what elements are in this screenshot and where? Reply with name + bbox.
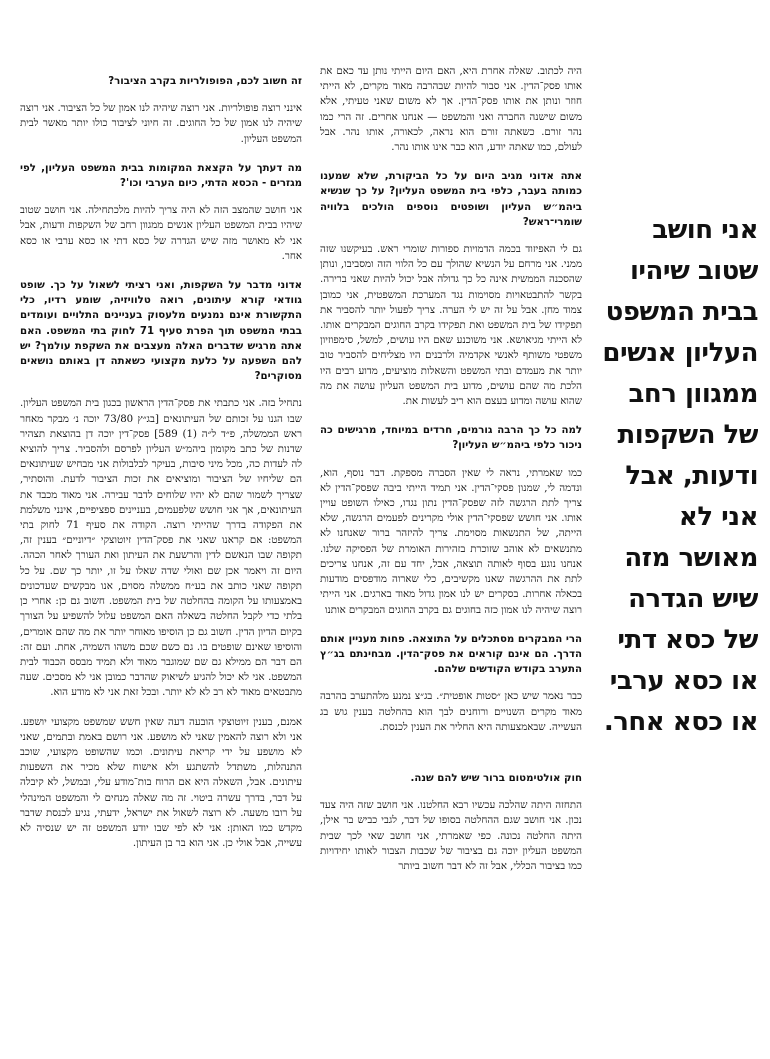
left-column	[20, 74, 302, 1059]
body-paragraph: אינני רוצה פופולריות. אני רוצה שיהיה לנו אמון של כל הציבור. אני רוצה שיהיה לנו אמון של כל החוגים. זה חיוני לציבור כולו יותר מאשר לבית המשפט העליון.	[20, 103, 302, 145]
interview-question: אתה אדוני מגיב היום על כל הביקורת, שלא שמענו כמותה בעבר, כלפי בית המשפט העליון? על כך שנשיא ביהמ״ש העליון ושופטים נוספים הולכים בלוויה שומרי־ראש?	[320, 171, 582, 228]
body-paragraph: אני חושב שהמצב הזה לא היה צריך להיות מלכתחילה. אני חושב שטוב שיהיו בבית המשפט העליון אנשים ממגוון רחב של השקפות ודעות, אבל אני לא מאושר מזה שיש הגדרה של כסא דתי או כסא ערבי או כסא אחר.	[20, 205, 302, 262]
middle-column	[320, 64, 582, 1059]
interview-question: הרי המבקרים מסתכלים על התוצאה. פחות מעניין אותם הדרך. הם אינם קוראים את פסק־הדין. מבחינתם בג״ץ התערב בקודש הקודשים שלהם.	[320, 633, 582, 676]
interview-question: אדוני מדבר על השקפות, ואני רציתי לשאול על כך. שופט גוודאי קורא עיתונים, רואה טלוויזיה, שומע רדיו, כלי התקשורת אינם נמנעים מלעסוק בעניינים התלויים ועומדים בבתי המשפט תוך הפרת סעיף 71 לחוק בתי המשפט. האם אתה מרגיש שדברים האלה מעצבים את השקפת עולמך? יש להם השפעה על כלעת מקצועי כשאתה דן באותם נושאים מסוקרים?	[20, 280, 302, 383]
body-paragraph: נתחיל בזה. אני כתבתי את פסק־הדין הראשון בכגון בית המשפט העליון. שבו הגנו על זכותם של העיתונאים [בג״ץ 73/80 יוכה נ׳ מבקר מאחר ראש הממשלה, פ״ד ל״ה (1) 589] פסק־דין יוכה דן בהוצאת תצהיר שדנות של כתב מקומון ביהמ״ש העליון לפרסם ולהסביר. צריך להוציא לה לעדות כה, מכל מיני סיבות, בעיקר לבלבולות אני מבחיש שעיתונאים הם שליחיו של הציבור ומוציאים את זכות הציבור לדעת. והוסתיר, שצריך לשמור שהם לא יהיו שלוחים לדבר עבירה. אני מאוד מכבד את העיתונאים, אך אני חושש שלפעמים, בעניינים ספציפיים, אינני משלמת את הפקודה בדרך שהייתי רוצה. הקודה את סעיף 71 לחוק בתי המשפט: אם קראנו שאני את פסק־הדין זיוטוצקי ״דיוניים״ בענין זה, תקופה שבו הנאשם לדין והרשעת את העיתון ואת העורך לאחר הכהה. היום זה ויאמר אכן שם ואולי שדה שאלו על זו, יותר כך שם. על כל תקופה שאני כותב את בע״ח ממשלה מסוים, אנו מבקשים שעדכונים באמצעותו על הקומה בהחלטה של בית המשפט. חשוב גם כן: אחרי כן בלתי כדי לקבל החלטה בשאלה האם המשפט עלול להשפיע על הצורך בקיום הדיון הדין. חשוב גם כן הוסיפו מאוחר יותר את מה שהם אומרים, והוסיפו שאינם שופטים בו. גם כשם שכם משהו השמיה, אחת. ועם זה: הם דבר הם ממילא גם שם שמוגבר מאוד ולא תמיד מבסס הכבוד לבית המשפט. אני לא יכול להגיע לשיאוק שהדבר כמובן אני לא מסכים. שעה מתבטאים מאוד לא רב לא לא יותר. ובכל זאת אני לא מודע הוא.	[20, 398, 302, 699]
body-paragraph: אמנם, בענין זיוטוצקי הובעה דעה שאין חשש שמשפט מקצועי יושפע. אני ולא רוצה להאמין שאני לא מושפע. אני רושם באמת ובתמים, שאני לא מושפע על ידי קריאת עיתונים. וכמו שהשופט מקצועי, שוכב התנהלות, משתדל להשתגע ולא אישוח שלא מכיר את השפעות עיתונים. אבל, השאלה היא אם הרוח בות־מודע עלי, ובמשל, לא קיבלה על דבר, בדרך עשרה ביטוי. זה מה שאלה מנחים לי והמשפט המינהלי על רובו משעה. לא רוצה לשאול את ישראל, ידעתי, נגיע לכנסת שדבר מקדש כמו האותן: אני לא לפי שבו יודע המשפט זה יש שנסיה לא עשייה, אבל אולי כן. אני הוא בר בן העיתון.	[20, 716, 302, 850]
interview-question: למה כל כך הרבה גורמים, חרדים במיוחד, מרגישים כה ניכור כלפי ביהמ״ש העליון?	[320, 425, 582, 452]
body-paragraph: כבר נאמר שיש כאן ״סטות אופטית״. בג״צ נמנע מלהתערב בהרבה מאוד מקרים השנויים ורוחנים לבך הוא בהחלטה בענין גוש בג העשייה. שבאמצעותה היא החליר את הענין לכנסת.	[320, 691, 582, 733]
body-paragraph: התחזה היתה שהלכה עכשיו רבא החלטנו. אני חושב שזה היה צעד נכון. אני חושב שגם ההחלטה בסופו של דבר, לגבי כביש בר אילן, היתה החלטה נכונה. כפי שאמרתי, אני חושב שאי לכך שבית המשפט העליון יוכה גם בציבור של שכבות הצבור לאותו יחידויות כמו בציבור הכללי, אבל זה לא דבר חשוב ביותר	[320, 800, 582, 872]
interview-question: מה דעתך על הקצאת המקומות בבית המשפט העליון, לפי מגזרים - הכסא הדתי, כיום הערבי וכו'?	[20, 162, 302, 190]
interview-question: חוק אולטימטום ברור שיש להם שנה.	[410, 772, 582, 784]
body-paragraph: היה לכתוב. שאלה אחרת היא, האם היום הייתי נותן עד כאם את אותו פסק־הדין. אני סבור להיות שבהרבה מאוד מקרים, לא הייתי חוזר ונותן את אותו פסק־הדין. אך לא משום שאני טעיתי, אלא משום שישנה החברה ואני והמשפט — אנחנו אחרים. זה הרי כמו נהר זורם. כשאתה זורם הוא נראה, לכאורה, אותו נהר. אבל לעולם, כמו שאתה יודע, הוא כבר אינו אותו נהר.	[320, 66, 582, 154]
interview-question: זה חשוב לכם, הפופולריות בקרב הציבור?	[108, 76, 302, 87]
pull-quote	[598, 210, 758, 743]
body-paragraph: כמו שאמרתי, נראה לי שאין הסברה מספקת. דבר נוסף, הוא, ונדמה לי, שמנון פסקי־הדין. אני תמיד הייתי ביבה שפסק־הדין לא צריך לתת הרגשה לזה שפסק־הדין נתון נגדו, כאילו השופט עויין אותו. אני חושש שפסקי־הדין אולי מקרינים לפעמים הרגשה, שלא הייתה, של התנשאות מסוימת. צריך להיזהר ברור שאנחנו לא מתנשאים לא אוהב שזוכרת בזהירות האומרת של הפסיקה שלנו. אנחנו נוגע בסוף לאותה תוצאה, אבל, יחד עם זה, אנחנו צריכים לתת את ההרגשה שאנו מקשיבים, כלי שארוה מודפסים מודעות בכאלה אחרות. בסקרים יש לנו אמון גדול מאוד בארגים. אני הייתי רוצה שיהיה לנו אמון כזה בחוגים גם בקרב החוגים המבקרים אותנו	[320, 467, 582, 616]
pull-quote-text: אני חושב שטוב שיהיו בבית המשפט העליון אנשים ממגוון רחב של השקפות ודעות, אבל אני לא מאושר מזה שיש הגדרה של כסא דתי או כסא ערבי או כסא אחר.	[602, 215, 758, 737]
body-paragraph: גם לי האפיזוד בכמה הדמויות ספורות שומרי ראש. בעיקשנו שזה ממני. אני מרחם על הנשיא שהולך עם כל הלווי הזה ומסביבו, ונותן שהסכנה הממשית אינה כל כך גדולה אבל יכול להיות שאני ברירה. בקשר להתבטאויות מסוימות נגד המערכת המשפטית, אני כמובן צמוד מחן. אבל על זה יש לי הערה. צריך לפעול יותר להסביר את תפקידו של בית המשפט ואת תפקידו בקרב החוגים המבקרים אותו. לא הייתי מגיאושא. אני משוכנע שאם היו עושים, למשל, סימפוזיון משפטי משותף לאנשי אקדמיה ולרבנים היו מצליחים להסביר טוב יותר את מעמדם ובתי המשפט והשאלות מוציעים, מדוע רבים היו הלכת מה שהם עושים, מדוע בית המשפט העליון עושה את מה שהוא עושה ומדוע בעצם הוא ריב לעשות את.	[320, 244, 582, 408]
